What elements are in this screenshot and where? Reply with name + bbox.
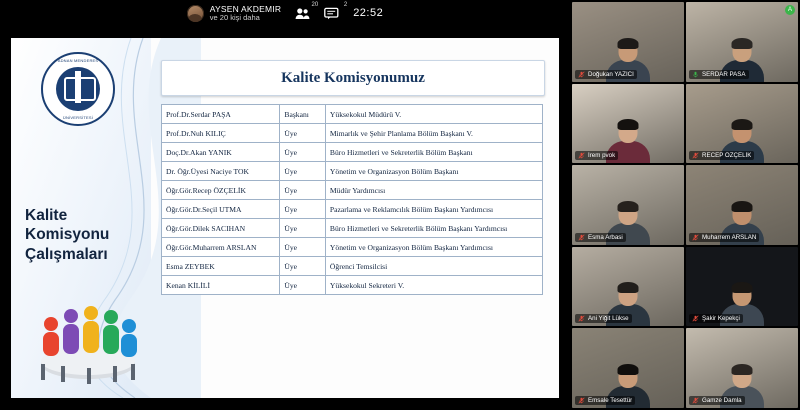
member-name: Kenan KİLİLİ: [162, 276, 280, 295]
participants-count: 20: [311, 1, 319, 8]
participant-nameplate: [575, 151, 618, 160]
member-name: Esma ZEYBEK: [162, 257, 280, 276]
meeting-clock: 22:52: [353, 7, 384, 19]
member-name: Doç.Dr.Akan YANIK: [162, 143, 280, 162]
mic-muted-icon: [692, 397, 699, 404]
participant-name: SERDAR PASA: [702, 70, 746, 78]
participant-tile[interactable]: [572, 2, 684, 82]
participant-nameplate: [575, 314, 632, 323]
participant-tile[interactable]: [686, 328, 798, 408]
table-row: [162, 257, 543, 276]
presentation-slide: [11, 38, 559, 398]
member-role: Üye: [280, 162, 326, 181]
participant-tile[interactable]: [572, 247, 684, 327]
member-name: Öğr.Gör.Dilek SACIHAN: [162, 219, 280, 238]
table-row: [162, 162, 543, 181]
member-duty: Müdür Yardımcısı: [325, 181, 542, 200]
participant-name: Ani Yiğit Lükse: [588, 315, 629, 323]
member-role: Üye: [280, 276, 326, 295]
mic-muted-icon: [578, 397, 585, 404]
member-name: Öğr.Gör.Dr.Seçil UTMA: [162, 200, 280, 219]
slide-table-title: [161, 60, 545, 96]
avatar: [187, 5, 204, 22]
participant-nameplate: [689, 233, 759, 242]
participant-tile[interactable]: [572, 84, 684, 164]
member-role: Üye: [280, 124, 326, 143]
member-duty: Yönetim ve Organizasyon Bölüm Başkanı: [325, 162, 542, 181]
member-duty: Yönetim ve Organizasyon Bölüm Başkanı Yardımcısı: [325, 238, 542, 257]
slide-table-title-text: Kalite Komisyonumuz: [281, 69, 425, 86]
mic-muted-icon: [578, 315, 585, 322]
people-icon: [295, 7, 310, 20]
mic-muted-icon: [692, 234, 699, 241]
table-row: [162, 219, 543, 238]
committee-table: [161, 104, 543, 295]
people-around-table-illustration: [27, 278, 149, 388]
participant-tile[interactable]: [686, 247, 798, 327]
table-row: [162, 276, 543, 295]
participant-nameplate: [689, 70, 749, 79]
logo-bottom-text: ÜNİVERSİTESİ: [62, 115, 94, 120]
mic-active-icon: [692, 71, 699, 78]
member-role: Üye: [280, 181, 326, 200]
table-row: [162, 181, 543, 200]
table-row: [162, 238, 543, 257]
active-speaker-chip: [187, 5, 281, 22]
logo-top-text: ADNAN MENDERES: [57, 58, 99, 63]
tile-status-badge: A: [785, 5, 795, 15]
member-name: Öğr.Gör.Recep ÖZÇELİK: [162, 181, 280, 200]
table-row: [162, 200, 543, 219]
participant-tile[interactable]: [686, 165, 798, 245]
participant-name: RECEP ÖZÇELİK: [702, 152, 752, 160]
member-duty: Yüksekokul Müdürü V.: [325, 105, 542, 124]
participant-nameplate: [689, 314, 743, 323]
participant-tile[interactable]: [686, 84, 798, 164]
participant-name: Emsale Tesettür: [588, 396, 633, 404]
table-row: [162, 124, 543, 143]
member-duty: Öğrenci Temsilcisi: [325, 257, 542, 276]
participant-name: Gamze Damla: [702, 396, 742, 404]
participant-name: Doğukan YAZICI: [588, 70, 634, 78]
member-duty: Büro Hizmetleri ve Sekreterlik Bölüm Başkanı: [325, 143, 542, 162]
table-row: [162, 105, 543, 124]
mic-muted-icon: [578, 234, 585, 241]
mic-muted-icon: [578, 152, 585, 159]
university-logo: [41, 52, 113, 124]
chat-button[interactable]: [324, 1, 348, 20]
participant-nameplate: [575, 233, 626, 242]
member-duty: Pazarlama ve Reklamcılık Bölüm Başkanı Yardımcısı: [325, 200, 542, 219]
meeting-topbar: [0, 0, 570, 26]
member-duty: Mimarlık ve Şehir Planlama Bölüm Başkanı V.: [325, 124, 542, 143]
member-name: Prof.Dr.Serdar PAŞA: [162, 105, 280, 124]
member-name: Dr. Öğr.Üyesi Naciye TOK: [162, 162, 280, 181]
participant-nameplate: [575, 70, 637, 79]
participant-name: Şakir Kepekçi: [702, 315, 740, 323]
shared-screen-area[interactable]: [0, 26, 570, 410]
member-role: Başkanı: [280, 105, 326, 124]
chat-icon: [324, 7, 339, 20]
participant-nameplate: [689, 151, 754, 160]
member-role: Üye: [280, 200, 326, 219]
participant-tile[interactable]: [686, 2, 798, 82]
member-role: Üye: [280, 238, 326, 257]
participant-tile[interactable]: [572, 165, 684, 245]
table-row: [162, 143, 543, 162]
participant-name: İrem pvok: [588, 152, 616, 160]
participant-nameplate: [689, 396, 745, 405]
participant-grid: [570, 0, 800, 410]
member-duty: Yüksekokul Sekreteri V.: [325, 276, 542, 295]
participant-name: Muharrem ARSLAN: [702, 233, 757, 241]
member-role: Üye: [280, 143, 326, 162]
participant-nameplate: [575, 396, 635, 405]
active-speaker-name: AYSEN AKDEMIR: [209, 3, 282, 14]
active-speaker-subtitle: ve 20 kişi daha: [209, 12, 260, 22]
member-name: Öğr.Gör.Muharrem ARSLAN: [162, 238, 280, 257]
slide-left-title: Kalite Komisyonu Çalışmaları: [25, 207, 110, 263]
mic-muted-icon: [578, 71, 585, 78]
member-role: Üye: [280, 219, 326, 238]
participant-name: Esma Arbasi: [588, 233, 623, 241]
committee-table-body: [162, 105, 543, 295]
member-role: Üye: [280, 257, 326, 276]
mic-muted-icon: [692, 152, 699, 159]
mic-muted-icon: [692, 315, 699, 322]
member-duty: Büro Hizmetleri ve Sekreterlik Bölüm Başkanı Yardımcısı: [325, 219, 542, 238]
member-name: Prof.Dr.Nuh KILIÇ: [162, 124, 280, 143]
chat-unread-count: 2: [343, 1, 348, 8]
participant-tile[interactable]: [572, 328, 684, 408]
participants-button[interactable]: [295, 1, 319, 20]
